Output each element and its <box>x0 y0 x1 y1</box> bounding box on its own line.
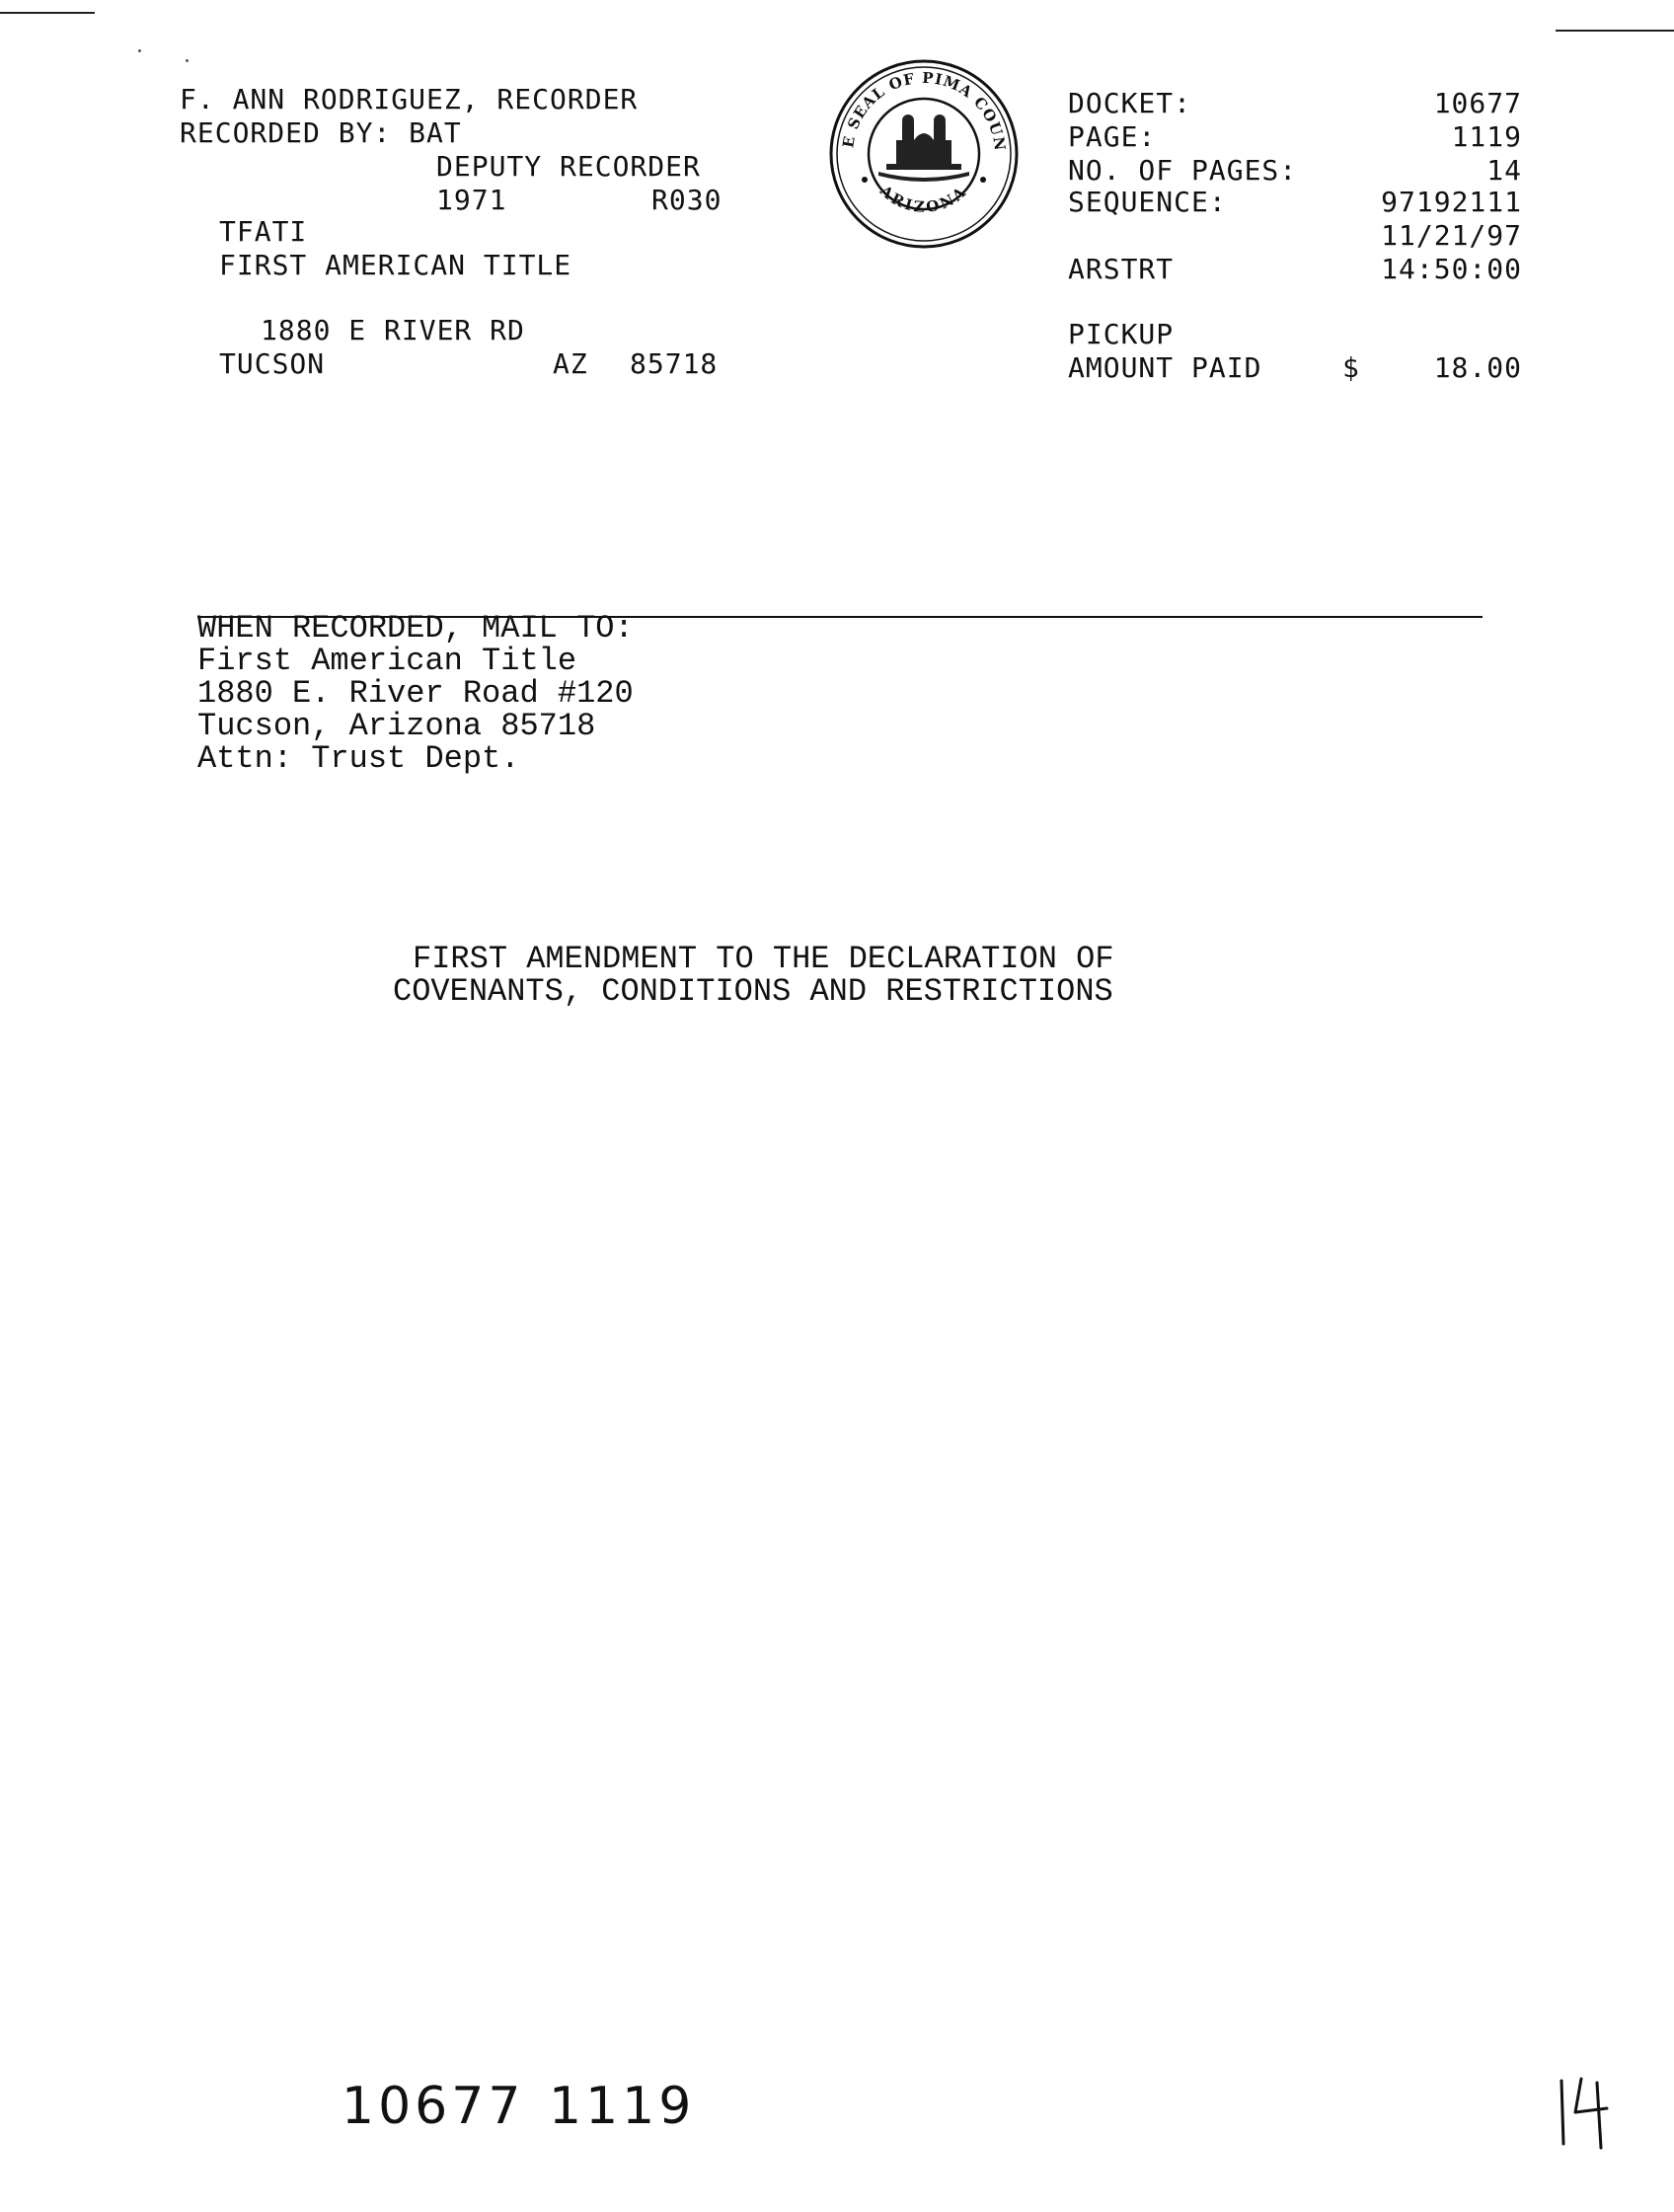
seal-top-text: E SEAL OF PIMA COUN <box>839 68 1010 153</box>
sequence-value: 97192111 <box>1381 186 1522 218</box>
county-seal <box>827 57 1021 251</box>
mail-to-line-4: Attn: Trust Dept. <box>197 740 520 777</box>
document-type: ARSTRT <box>1068 253 1175 285</box>
deputy-recorder: DEPUTY RECORDER <box>436 150 701 183</box>
mail-to-heading: WHEN RECORDED, MAIL TO: <box>197 610 634 647</box>
docket-value: 10677 <box>1433 87 1522 119</box>
svg-text:ARIZONA <box>875 182 971 216</box>
scan-speck <box>138 49 141 52</box>
sequence-label: SEQUENCE: <box>1068 186 1227 218</box>
recorder-code-right: R030 <box>651 184 723 216</box>
seal-bottom-text: ARIZONA <box>876 182 971 217</box>
handwritten-page-count <box>1552 2073 1621 2152</box>
page-label: PAGE: <box>1068 120 1157 153</box>
scan-edge-line-right <box>1556 30 1674 32</box>
docket-label: DOCKET: <box>1068 87 1192 119</box>
currency-symbol: $ <box>1342 351 1360 384</box>
mail-to-line-3: Tucson, Arizona 85718 <box>197 708 596 744</box>
amount-paid-value: 18.00 <box>1433 351 1522 384</box>
title-line-2: COVENANTS, CONDITIONS AND RESTRICTIONS <box>393 973 1113 1010</box>
footer-page-number: 1119 <box>549 2077 696 2136</box>
party-name: FIRST AMERICAN TITLE <box>219 249 572 281</box>
mail-to-line-2: 1880 E. River Road #120 <box>197 675 634 712</box>
pickup-label: PICKUP <box>1068 318 1175 350</box>
amount-paid-label: AMOUNT PAID <box>1068 351 1262 384</box>
recording-time: 14:50:00 <box>1381 253 1522 285</box>
handwritten-page-count-mark <box>1552 2073 1621 2152</box>
recorded-by: RECORDED BY: BAT <box>180 116 462 149</box>
scan-edge-line-left <box>0 12 95 14</box>
recorder-name: F. ANN RODRIGUEZ, RECORDER <box>180 83 639 115</box>
party-code: TFATI <box>219 215 308 248</box>
party-street: 1880 E RIVER RD <box>261 314 525 346</box>
party-city: TUCSON <box>219 347 326 380</box>
recording-date: 11/21/97 <box>1381 219 1522 252</box>
mail-to-line-1: First American Title <box>197 643 577 679</box>
pages-count-label: NO. OF PAGES: <box>1068 154 1298 187</box>
page-value: 1119 <box>1451 120 1522 153</box>
pages-count-value: 14 <box>1486 154 1522 187</box>
seal-icon <box>827 57 1021 251</box>
scan-speck <box>186 59 189 62</box>
recorder-code-left: 1971 <box>436 184 507 216</box>
party-state: AZ <box>553 347 588 380</box>
title-line-1: FIRST AMENDMENT TO THE DECLARATION OF <box>413 941 1114 977</box>
party-zip: 85718 <box>630 347 719 380</box>
footer-docket-number: 10677 <box>342 2077 525 2136</box>
